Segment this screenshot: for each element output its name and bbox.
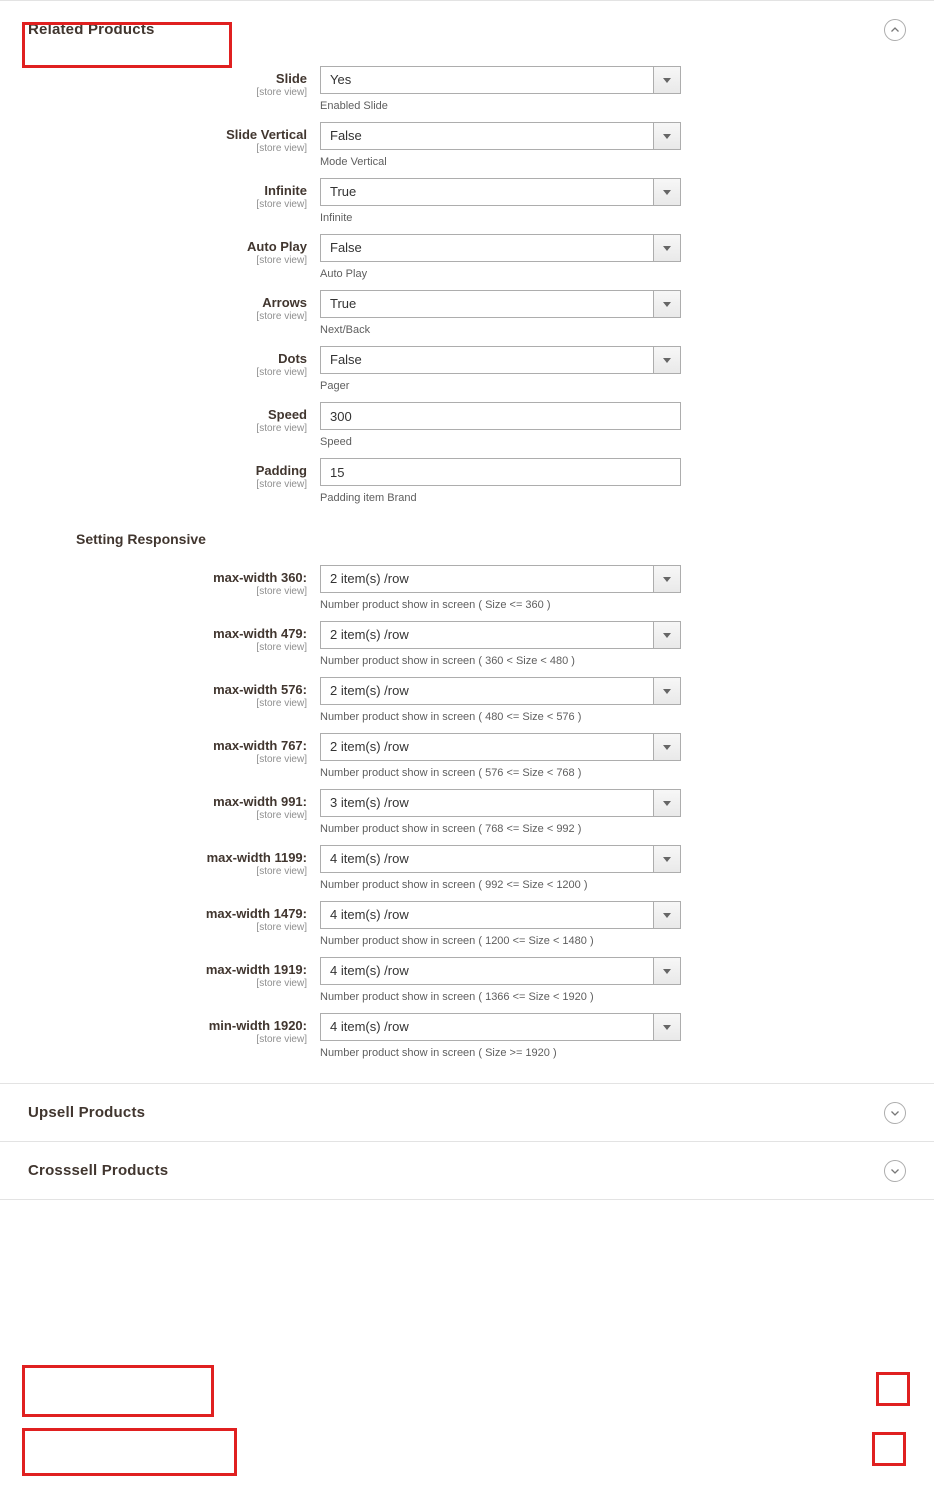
field-row-dots xyxy=(0,346,934,393)
field-control-max-width-576 xyxy=(320,677,934,724)
field-note-max-width-767: Number product show in screen ( 576 <= Size < 768 ) xyxy=(320,767,582,779)
field-note-max-width-576: Number product show in screen ( 480 <= Size < 576 ) xyxy=(320,711,582,723)
label-text: max-width 1479: xyxy=(205,906,307,921)
select-max-width-1199[interactable] xyxy=(320,845,681,873)
field-label-max-width-576 xyxy=(0,677,320,710)
field-label-auto-play xyxy=(0,234,320,267)
scope-text: [store view] xyxy=(256,199,307,210)
field-label-max-width-1479 xyxy=(0,901,320,934)
field-note-padding: Padding item Brand xyxy=(320,492,417,504)
section-title-upsell-products: Upsell Products xyxy=(28,1104,146,1121)
label-text: min-width 1920: xyxy=(208,1018,307,1033)
select-max-width-991[interactable] xyxy=(320,789,681,817)
field-note-slide-vertical: Mode Vertical xyxy=(320,156,387,168)
field-control-dots xyxy=(320,346,934,393)
select-max-width-479[interactable] xyxy=(320,621,681,649)
field-control-max-width-1479 xyxy=(320,901,934,948)
chevron-down-icon[interactable] xyxy=(653,179,680,205)
chevron-down-icon[interactable] xyxy=(884,1160,906,1182)
field-row-speed xyxy=(0,402,934,449)
field-control-slide xyxy=(320,66,934,113)
scope-text: [store view] xyxy=(256,87,307,98)
field-control-slide-vertical xyxy=(320,122,934,169)
bottom-divider xyxy=(0,1199,934,1203)
label-text: Slide xyxy=(275,71,307,86)
label-text: max-width 360: xyxy=(213,570,307,585)
field-label-max-width-479 xyxy=(0,621,320,654)
field-label-padding xyxy=(0,458,320,491)
field-control-auto-play xyxy=(320,234,934,281)
field-label-min-width-1920 xyxy=(0,1013,320,1046)
field-row-infinite xyxy=(0,178,934,225)
field-note-max-width-1919: Number product show in screen ( 1366 <= Size < 1920 ) xyxy=(320,991,594,1003)
label-text: Dots xyxy=(278,351,307,366)
scope-text: [store view] xyxy=(256,1034,307,1045)
scope-text: [store view] xyxy=(256,642,307,653)
select-max-width-1919[interactable] xyxy=(320,957,681,985)
field-note-max-width-360: Number product show in screen ( Size <= 360 ) xyxy=(320,599,551,611)
label-text: max-width 1919: xyxy=(205,962,307,977)
select-min-width-1920[interactable] xyxy=(320,1013,681,1041)
chevron-down-icon[interactable] xyxy=(653,790,680,816)
field-label-speed xyxy=(0,402,320,435)
subsection-title-setting-responsive: Setting Responsive xyxy=(76,531,206,547)
scope-text: [store view] xyxy=(256,754,307,765)
field-note-max-width-1199: Number product show in screen ( 992 <= Size < 1200 ) xyxy=(320,879,588,891)
section-title-related-products: Related Products xyxy=(28,21,155,38)
scope-text: [store view] xyxy=(256,311,307,322)
chevron-down-icon[interactable] xyxy=(653,902,680,928)
select-max-width-767[interactable] xyxy=(320,733,681,761)
related-products-settings xyxy=(0,58,934,1083)
label-text: max-width 479: xyxy=(213,626,307,641)
field-control-arrows xyxy=(320,290,934,337)
select-slide-value[interactable]: Yes xyxy=(320,66,681,94)
select-infinite[interactable] xyxy=(320,178,681,206)
annotation-box-crosssell-products xyxy=(22,1428,237,1476)
field-control-infinite xyxy=(320,178,934,225)
chevron-down-icon[interactable] xyxy=(653,235,680,261)
select-max-width-991-value[interactable]: 3 item(s) /row xyxy=(320,789,681,817)
field-note-max-width-991: Number product show in screen ( 768 <= Size < 992 ) xyxy=(320,823,582,835)
field-note-arrows: Next/Back xyxy=(320,324,371,336)
field-note-infinite: Infinite xyxy=(320,212,353,224)
field-control-max-width-767 xyxy=(320,733,934,780)
chevron-down-icon[interactable] xyxy=(653,566,680,592)
field-label-infinite xyxy=(0,178,320,211)
scope-text: [store view] xyxy=(256,423,307,434)
field-row-max-width-767 xyxy=(0,733,934,780)
scope-text: [store view] xyxy=(256,922,307,933)
select-slide[interactable] xyxy=(320,66,681,94)
select-max-width-1479-value[interactable]: 4 item(s) /row xyxy=(320,901,681,929)
field-control-max-width-479 xyxy=(320,621,934,668)
field-note-speed: Speed xyxy=(320,436,352,448)
scope-text: [store view] xyxy=(256,255,307,266)
label-text: max-width 991: xyxy=(213,794,307,809)
section-header-related-products[interactable] xyxy=(0,0,934,58)
label-text: Speed xyxy=(267,407,307,422)
select-max-width-1479[interactable] xyxy=(320,901,681,929)
chevron-down-icon[interactable] xyxy=(653,123,680,149)
chevron-down-icon[interactable] xyxy=(653,846,680,872)
select-max-width-360-value[interactable]: 2 item(s) /row xyxy=(320,565,681,593)
field-row-max-width-360 xyxy=(0,565,934,612)
select-max-width-1919-value[interactable]: 4 item(s) /row xyxy=(320,957,681,985)
field-row-max-width-479 xyxy=(0,621,934,668)
field-label-max-width-991 xyxy=(0,789,320,822)
field-label-arrows xyxy=(0,290,320,323)
select-max-width-1199-value[interactable]: 4 item(s) /row xyxy=(320,845,681,873)
label-text: Arrows xyxy=(262,295,307,310)
field-row-arrows xyxy=(0,290,934,337)
field-row-slide-vertical xyxy=(0,122,934,169)
field-label-slide-vertical xyxy=(0,122,320,155)
scope-text: [store view] xyxy=(256,479,307,490)
field-note-slide: Enabled Slide xyxy=(320,100,388,112)
scope-text: [store view] xyxy=(256,866,307,877)
select-arrows-value[interactable]: True xyxy=(320,290,681,318)
select-min-width-1920-value[interactable]: 4 item(s) /row xyxy=(320,1013,681,1041)
field-note-max-width-1479: Number product show in screen ( 1200 <= Size < 1480 ) xyxy=(320,935,594,947)
field-row-max-width-1479 xyxy=(0,901,934,948)
annotation-box-upsell-products xyxy=(22,1365,214,1417)
chevron-down-icon[interactable] xyxy=(653,347,680,373)
label-text: max-width 767: xyxy=(213,738,307,753)
select-arrows[interactable] xyxy=(320,290,681,318)
field-label-max-width-360 xyxy=(0,565,320,598)
scope-text: [store view] xyxy=(256,586,307,597)
select-dots[interactable] xyxy=(320,346,681,374)
speed-input[interactable] xyxy=(320,402,681,430)
chevron-down-icon[interactable] xyxy=(653,958,680,984)
field-control-max-width-1919 xyxy=(320,957,934,1004)
field-label-dots xyxy=(0,346,320,379)
annotation-box-upsell-toggle xyxy=(876,1372,910,1406)
select-max-width-576-value[interactable]: 2 item(s) /row xyxy=(320,677,681,705)
scope-text: [store view] xyxy=(256,143,307,154)
scope-text: [store view] xyxy=(256,698,307,709)
section-title-crosssell-products: Crosssell Products xyxy=(28,1162,169,1179)
field-row-max-width-991 xyxy=(0,789,934,836)
select-infinite-value[interactable]: True xyxy=(320,178,681,206)
label-text: Auto Play xyxy=(247,239,307,254)
field-control-padding xyxy=(320,458,934,505)
field-note-auto-play: Auto Play xyxy=(320,268,368,280)
label-text: Infinite xyxy=(264,183,307,198)
annotation-box-crosssell-toggle xyxy=(872,1432,906,1466)
chevron-down-icon[interactable] xyxy=(653,1014,680,1040)
field-row-max-width-1199 xyxy=(0,845,934,892)
chevron-down-icon[interactable] xyxy=(653,291,680,317)
field-control-max-width-360 xyxy=(320,565,934,612)
label-text: Slide Vertical xyxy=(226,127,307,142)
scope-text: [store view] xyxy=(256,810,307,821)
chevron-down-icon[interactable] xyxy=(884,1102,906,1124)
field-label-max-width-1199 xyxy=(0,845,320,878)
select-max-width-576[interactable] xyxy=(320,677,681,705)
select-max-width-767-value[interactable]: 2 item(s) /row xyxy=(320,733,681,761)
field-label-max-width-1919 xyxy=(0,957,320,990)
field-note-max-width-479: Number product show in screen ( 360 < Size < 480 ) xyxy=(320,655,575,667)
field-note-dots: Pager xyxy=(320,380,350,392)
field-row-max-width-1919 xyxy=(0,957,934,1004)
field-control-speed xyxy=(320,402,934,449)
select-slide-vertical-value[interactable]: False xyxy=(320,122,681,150)
chevron-up-icon[interactable] xyxy=(884,19,906,41)
field-row-slide xyxy=(0,66,934,113)
field-control-max-width-991 xyxy=(320,789,934,836)
field-note-min-width-1920: Number product show in screen ( Size >= 1920 ) xyxy=(320,1047,557,1059)
scope-text: [store view] xyxy=(256,978,307,989)
chevron-down-icon[interactable] xyxy=(653,622,680,648)
label-text: max-width 1199: xyxy=(206,850,307,865)
label-text: max-width 576: xyxy=(213,682,307,697)
field-control-max-width-1199 xyxy=(320,845,934,892)
chevron-down-icon[interactable] xyxy=(653,734,680,760)
field-row-min-width-1920 xyxy=(0,1013,934,1060)
label-text: Padding xyxy=(255,463,307,478)
field-control-min-width-1920 xyxy=(320,1013,934,1060)
field-label-slide xyxy=(0,66,320,99)
section-header-upsell-products[interactable] xyxy=(0,1083,934,1141)
select-auto-play[interactable] xyxy=(320,234,681,262)
section-header-crosssell-products[interactable] xyxy=(0,1141,934,1199)
field-row-max-width-576 xyxy=(0,677,934,724)
select-max-width-360[interactable] xyxy=(320,565,681,593)
select-max-width-479-value[interactable]: 2 item(s) /row xyxy=(320,621,681,649)
padding-input[interactable] xyxy=(320,458,681,486)
chevron-down-icon[interactable] xyxy=(653,678,680,704)
select-auto-play-value[interactable]: False xyxy=(320,234,681,262)
field-label-max-width-767 xyxy=(0,733,320,766)
field-row-padding xyxy=(0,458,934,505)
scope-text: [store view] xyxy=(256,367,307,378)
chevron-down-icon[interactable] xyxy=(653,67,680,93)
field-row-auto-play xyxy=(0,234,934,281)
select-dots-value[interactable]: False xyxy=(320,346,681,374)
select-slide-vertical[interactable] xyxy=(320,122,681,150)
